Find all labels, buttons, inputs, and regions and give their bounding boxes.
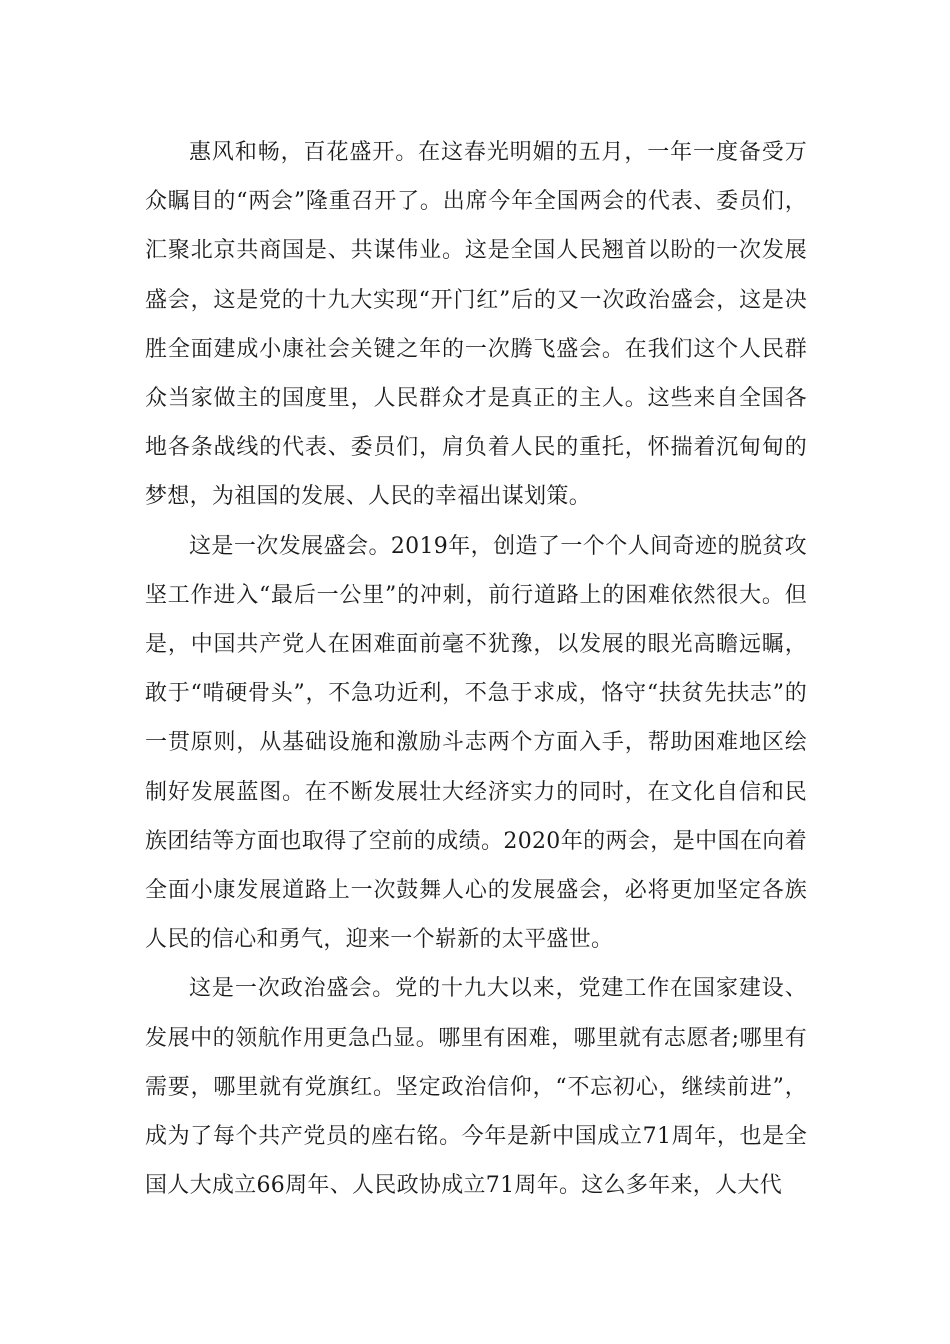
- paragraph: 这是一次发展盛会。2019年，创造了一个个人间奇迹的脱贫攻坚工作进入“最后一公里”的冲刺，前行道路上的困难依然很大。但是，中国共产党人在困难面前毫不犹豫，以发展的眼光高瞻远瞩，敢于“啃硬骨头”，不急功近利，不急于求成，恪守“扶贫先扶志”的一贯原则，从基础设施和激励斗志两个方面入手，帮助困难地区绘制好发展蓝图。在不断发展壮大经济实力的同时，在文化自信和民族团结等方面也取得了空前的成绩。2020年的两会，是中国在向着全面小康发展道路上一次鼓舞人心的发展盛会，必将更加坚定各族人民的信心和勇气，迎来一个崭新的太平盛世。: [145, 533, 807, 953]
- document-body: [145, 128, 807, 1210]
- paragraph: 惠风和畅，百花盛开。在这春光明媚的五月，一年一度备受万众瞩目的“两会”隆重召开了。出席今年全国两会的代表、委员们，汇聚北京共商国是、共谋伟业。这是全国人民翘首以盼的一次发展盛会，这是党的十九大实现“开门红”后的又一次政治盛会，这是决胜全面建成小康社会关键之年的一次腾飞盛会。在我们这个人民群众当家做主的国度里，人民群众才是真正的主人。这些来自全国各地各条战线的代表、委员们，肩负着人民的重托，怀揣着沉甸甸的梦想，为祖国的发展、人民的幸福出谋划策。: [145, 140, 807, 510]
- paragraph: 这是一次政治盛会。党的十九大以来，党建工作在国家建设、发展中的领航作用更急凸显。哪里有困难，哪里就有志愿者;哪里有需要，哪里就有党旗红。坚定政治信仰，“不忘初心，继续前进”，成为了每个共产党员的座右铭。今年是新中国成立71周年，也是全国人大成立66周年、人民政协成立71周年。这么多年来，人大代: [145, 976, 807, 1199]
